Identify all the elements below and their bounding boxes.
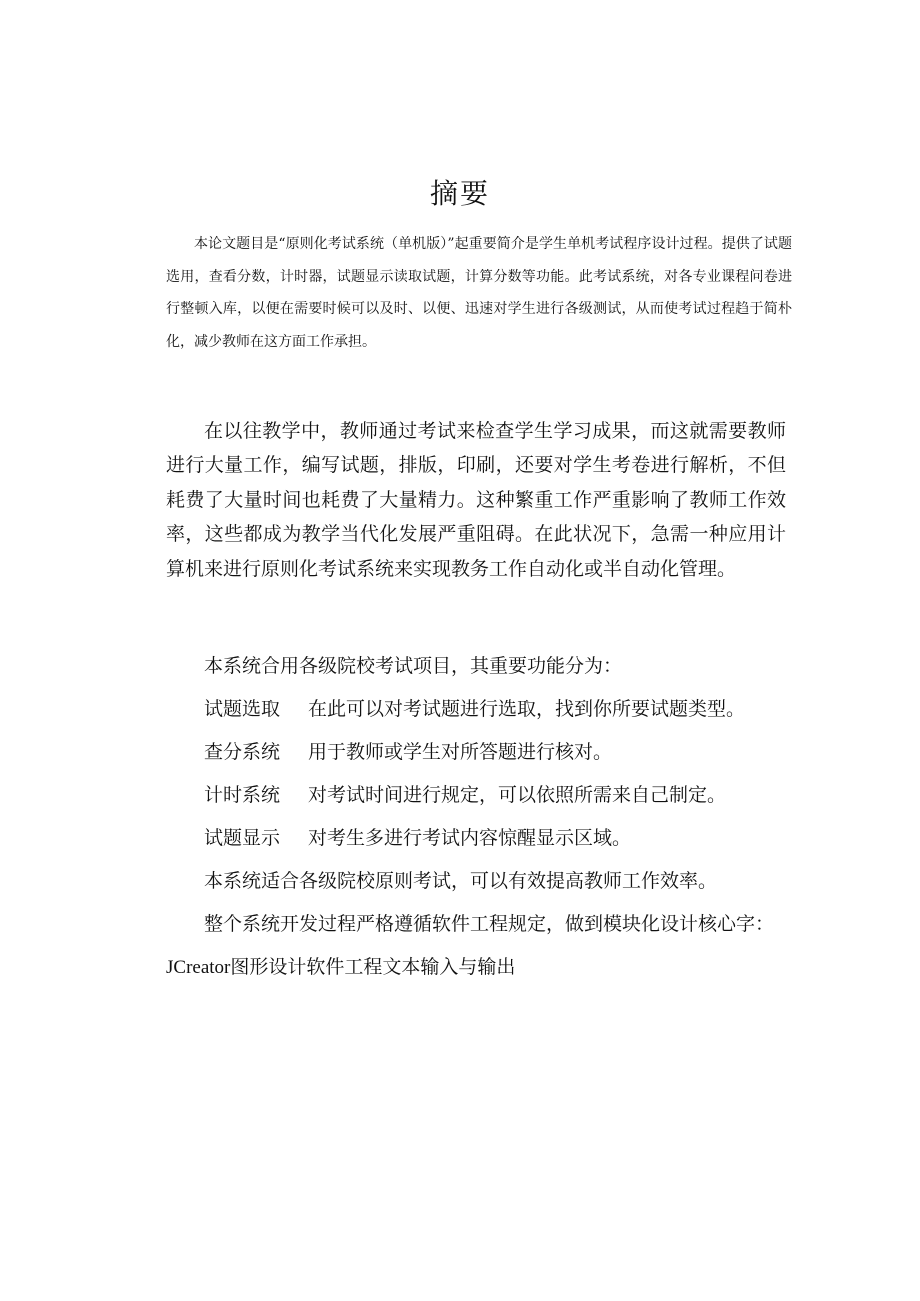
functions-intro: 本系统合用各级院校考试项目，其重要功能分为： <box>204 655 623 677</box>
functions-section <box>166 645 786 989</box>
function-name: 查分系统 <box>204 741 281 763</box>
function-desc: 在此可以对考试题进行选取，找到你所要试题类型。 <box>308 698 746 720</box>
function-desc: 对考试时间进行规定，可以依照所需来自己制定。 <box>308 784 727 806</box>
function-name: 计时系统 <box>204 784 281 806</box>
keywords-line: JCreator图形设计软件工程文本输入与输出 <box>166 957 516 978</box>
design-line: 整个系统开发过程严格遵循软件工程规定，做到模块化设计核心字： <box>204 913 775 935</box>
summary-line: 本系统适合各级院校原则考试，可以有效提高教师工作效率。 <box>204 870 718 892</box>
function-item <box>166 731 786 774</box>
background-paragraph: 在以往教学中，教师通过考试来检查学生学习成果，而这就需要教师进行大量工作，编写试题，排版，印刷，还要对学生考卷进行解析，不但耗费了大量时间也耗费了大量精力。这种繁重工作严重影响了教师工作效率，这些都成为教学当代化发展严重阻碍。在此状况下，急需一种应用计算机来进行原则化考试系统来实现教务工作自动化或半自动化管理。 <box>166 420 786 580</box>
function-item <box>166 817 786 860</box>
function-item <box>166 688 786 731</box>
function-item <box>166 774 786 817</box>
function-desc: 对考生多进行考试内容惊醒显示区域。 <box>308 827 632 849</box>
function-name: 试题选取 <box>204 698 281 720</box>
function-name: 试题显示 <box>204 827 281 849</box>
page-title: 摘要 <box>429 177 490 210</box>
function-desc: 用于教师或学生对所答题进行核对。 <box>308 741 613 763</box>
abstract-paragraph: 本论文题目是“原则化考试系统（单机版）”起重要简介是学生单机考试程序设计过程。提供了试题选用，查看分数，计时器，试题显示读取试题，计算分数等功能。此考试系统，对各专业课程问卷进行整顿入库，以便在需要时候可以及时、以便、迅速对学生进行各级测试，从而使考试过程趋于简朴化，减少教师在这方面工作承担。 <box>166 236 792 350</box>
